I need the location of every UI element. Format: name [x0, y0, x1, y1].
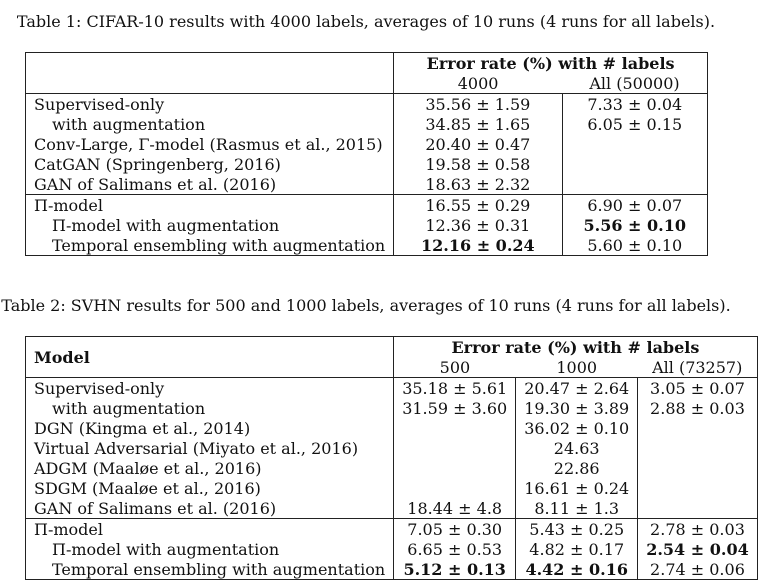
table2-cell-best: 4.42 ± 0.16	[516, 559, 638, 580]
table1-cell	[562, 134, 707, 154]
table1-blank-header	[26, 53, 394, 74]
table1-cell: 20.40 ± 0.47	[394, 134, 562, 154]
table2-cell: 7.05 ± 0.30	[394, 519, 516, 540]
table2-method: Virtual Adversarial (Miyato et al., 2016)	[26, 438, 394, 458]
table1-cell: 34.85 ± 1.65	[394, 114, 562, 134]
table2-cell	[638, 458, 757, 478]
table2-caption: Table 2: SVHN results for 500 and 1000 labels, averages of 10 runs (4 runs for all labels).	[1, 296, 731, 315]
table2-cell: 6.65 ± 0.53	[394, 539, 516, 559]
table2-cell: 5.43 ± 0.25	[516, 519, 638, 540]
table1-col-header: 4000	[457, 73, 499, 93]
table1-cell-best: 12.16 ± 0.24	[394, 235, 562, 256]
table2-col-header: 500	[439, 357, 471, 377]
table1-cell	[562, 154, 707, 174]
table2-cell	[394, 478, 516, 498]
table2-cell: 35.18 ± 5.61	[394, 378, 516, 399]
table2-cell: 31.59 ± 3.60	[394, 398, 516, 418]
table2-method: Temporal ensembling with augmentation	[26, 559, 394, 580]
table1-header-group: Error rate (%) with # labels	[426, 53, 675, 73]
table1-method: Π-model with augmentation	[26, 215, 394, 235]
table1-cell: 19.58 ± 0.58	[394, 154, 562, 174]
table2-cell-best: 5.12 ± 0.13	[394, 559, 516, 580]
table1-cell: 12.36 ± 0.31	[394, 215, 562, 235]
table2-cell: 36.02 ± 0.10	[516, 418, 638, 438]
table1-method: Π-model	[26, 195, 394, 216]
table2-method: with augmentation	[26, 398, 394, 418]
table1-method: GAN of Salimans et al. (2016)	[26, 174, 394, 195]
table2-cell: 2.88 ± 0.03	[650, 398, 745, 418]
table1-cell: 18.63 ± 2.32	[394, 174, 562, 195]
table2-method: Π-model	[26, 519, 394, 540]
table2-cell: 4.82 ± 0.17	[516, 539, 638, 559]
table1	[25, 52, 708, 256]
table2-cell: 24.63	[516, 438, 638, 458]
table2-method: Supervised-only	[26, 378, 394, 399]
table2-cell: 3.05 ± 0.07	[650, 378, 745, 398]
table2-cell: 19.30 ± 3.89	[516, 398, 638, 418]
table2-model-header: Model	[26, 337, 394, 378]
table1-cell: 6.05 ± 0.15	[587, 114, 683, 134]
table1-method: Supervised-only	[26, 94, 394, 115]
table1-cell: 16.55 ± 0.29	[394, 195, 562, 216]
table2-method: ADGM (Maaløe et al., 2016)	[26, 458, 394, 478]
table2-col-header: 1000	[556, 357, 598, 377]
table1-cell: 7.33 ± 0.04	[587, 94, 683, 114]
table1-cell: 6.90 ± 0.07	[587, 195, 683, 215]
table2-cell	[394, 438, 516, 458]
table2-header-group: Error rate (%) with # labels	[451, 337, 700, 357]
table1-method: Conv-Large, Γ-model (Rasmus et al., 2015)	[26, 134, 394, 154]
table2-cell	[638, 498, 757, 519]
table1-col-header: All (50000)	[589, 73, 680, 93]
table1-cell	[562, 174, 707, 195]
table2	[25, 336, 758, 580]
table2-cell-best: 2.54 ± 0.04	[646, 539, 749, 559]
table2-cell: 8.11 ± 1.3	[516, 498, 638, 519]
table1-cell: 5.60 ± 0.10	[587, 235, 683, 255]
table1-method: with augmentation	[26, 114, 394, 134]
table2-cell: 16.61 ± 0.24	[516, 478, 638, 498]
table2-method: SDGM (Maaløe et al., 2016)	[26, 478, 394, 498]
table2-cell	[394, 458, 516, 478]
table2-method: GAN of Salimans et al. (2016)	[26, 498, 394, 519]
table1-cell: 35.56 ± 1.59	[394, 94, 562, 115]
table2-cell	[394, 418, 516, 438]
table1-caption: Table 1: CIFAR-10 results with 4000 labels, averages of 10 runs (4 runs for all labels).	[16, 12, 716, 31]
table2-col-header: All (73257)	[652, 357, 743, 377]
table2-cell: 22.86	[516, 458, 638, 478]
table2-cell	[638, 418, 757, 438]
table2-method: Π-model with augmentation	[26, 539, 394, 559]
table2-cell: 2.74 ± 0.06	[650, 559, 745, 579]
table2-cell	[638, 478, 757, 498]
table2-cell: 2.78 ± 0.03	[650, 519, 745, 539]
table1-method: Temporal ensembling with augmentation	[26, 235, 394, 256]
table2-cell: 20.47 ± 2.64	[516, 378, 638, 399]
table2-cell: 18.44 ± 4.8	[394, 498, 516, 519]
table1-cell-best: 5.56 ± 0.10	[583, 215, 686, 235]
table2-method: DGN (Kingma et al., 2014)	[26, 418, 394, 438]
table1-method: CatGAN (Springenberg, 2016)	[26, 154, 394, 174]
table2-cell	[638, 438, 757, 458]
